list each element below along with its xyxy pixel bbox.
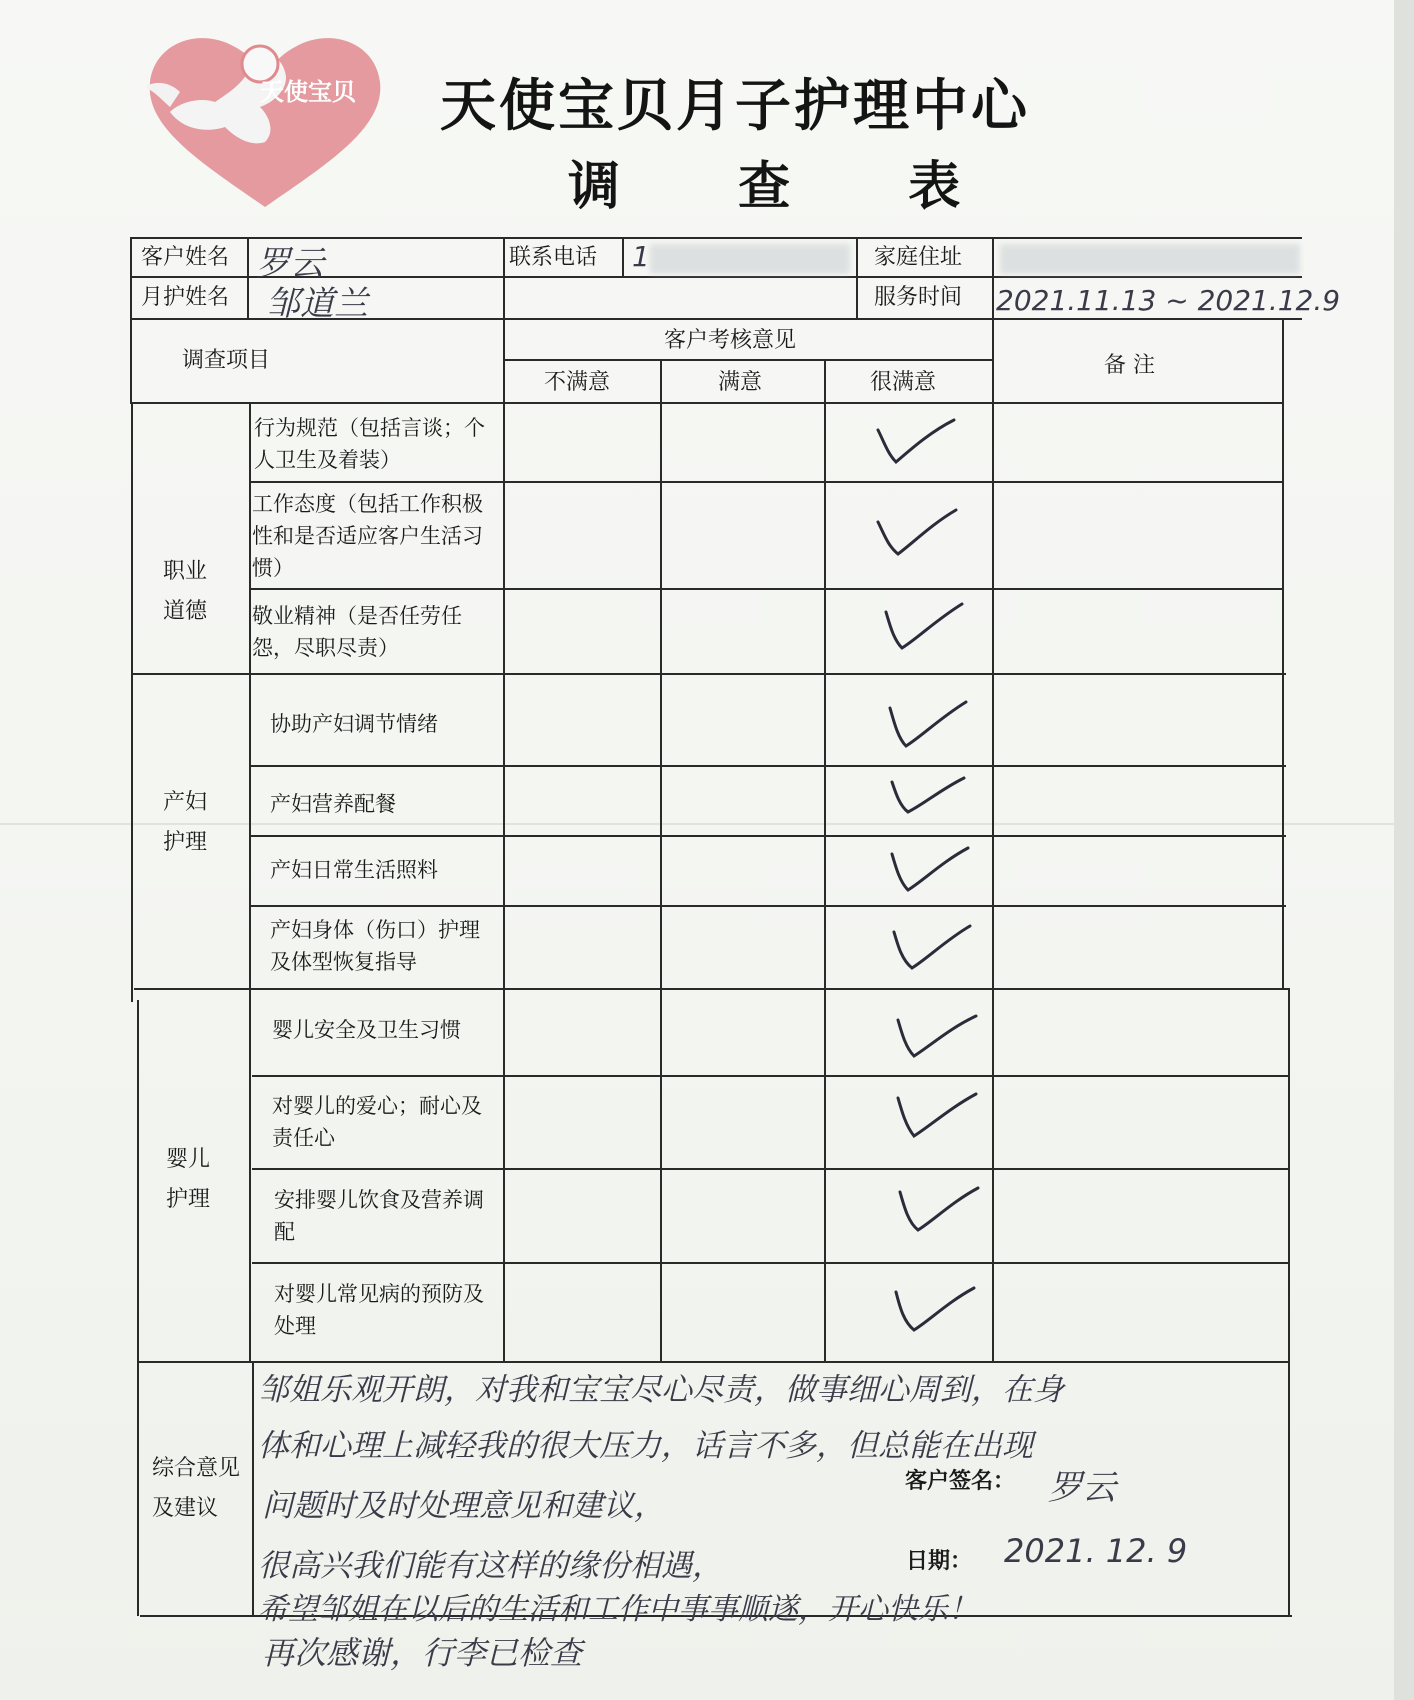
phone-label: 联系电话 xyxy=(509,245,598,270)
checkmark-icon xyxy=(894,1180,984,1240)
redacted-phone xyxy=(650,244,850,274)
comment-line-4: 很高兴我们能有这样的缘份相遇， xyxy=(258,1548,723,1584)
customer-name-label: 客户姓名 xyxy=(141,245,230,270)
table-border xyxy=(1288,988,1290,1616)
very-satisfied-header: 很满意 xyxy=(870,370,937,395)
signature-label: 客户签名： xyxy=(905,1469,1016,1494)
table-line xyxy=(250,835,1286,837)
checkmark-icon xyxy=(880,598,970,658)
table-border xyxy=(131,402,133,1002)
comment-line-2: 体和心理上减轻我的很大压力，话言不多，但总能在出现 xyxy=(258,1428,1033,1464)
logo-text: 天使宝贝 xyxy=(260,78,356,106)
address-label: 家庭住址 xyxy=(874,245,963,270)
summary-label-line2: 及建议 xyxy=(152,1496,219,1521)
item-daily-care: 产妇日常生活照料 xyxy=(270,858,438,882)
category-baby-line2: 护理 xyxy=(166,1187,211,1212)
satisfied-header: 满意 xyxy=(718,370,763,395)
table-line xyxy=(252,1361,254,1616)
category-ethics-line1: 职业 xyxy=(163,559,208,584)
table-border xyxy=(137,1000,139,1616)
nurse-name-value: 邹道兰 xyxy=(266,284,368,324)
date-label: 日期： xyxy=(906,1549,973,1574)
customer-name-value: 罗云 xyxy=(256,244,324,284)
bottom-note: 再次感谢，行李已检查 xyxy=(262,1634,583,1672)
comment-line-5: 希望邹姐在以后的生活和工作中事事顺遂，开心快乐！ xyxy=(258,1592,978,1627)
checkmark-icon xyxy=(892,1086,982,1146)
signature-value: 罗云 xyxy=(1048,1468,1116,1508)
customer-opinion-header: 客户考核意见 xyxy=(664,328,797,353)
phone-value: 1 xyxy=(632,240,650,273)
remarks-header: 备 注 xyxy=(1104,353,1155,378)
table-line xyxy=(992,237,994,318)
summary-label-line1: 综合意见 xyxy=(152,1456,241,1481)
table-line xyxy=(252,1075,1288,1077)
category-mother-line2: 护理 xyxy=(163,830,208,855)
item-baby-love: 对婴儿的爱心；耐心及责任心 xyxy=(272,1094,482,1150)
checkmark-icon xyxy=(888,918,978,978)
table-line xyxy=(247,237,249,318)
checkmark-icon xyxy=(886,842,976,902)
center-title: 天使宝贝月子护理中心 xyxy=(440,74,1030,139)
item-dedication: 敬业精神（是否任劳任怨，尽职尽责） xyxy=(252,604,462,660)
table-line xyxy=(252,1168,1290,1170)
table-line xyxy=(138,1361,1290,1363)
table-border xyxy=(130,237,132,403)
table-line xyxy=(503,237,505,318)
table-line xyxy=(130,402,1282,404)
date-value: 2021. 12. 9 xyxy=(1004,1532,1188,1570)
table-line xyxy=(250,481,1284,483)
service-time-value: 2021.11.13 ~ 2021.12.9 xyxy=(996,284,1341,317)
survey-item-header: 调查项目 xyxy=(182,348,271,373)
item-nutrition: 产妇营养配餐 xyxy=(270,792,396,816)
table-line xyxy=(856,237,858,318)
table-line xyxy=(824,359,826,1362)
nurse-name-label: 月护姓名 xyxy=(141,285,230,310)
table-line xyxy=(992,318,994,1362)
category-ethics-line2: 道德 xyxy=(163,599,208,624)
table-line xyxy=(660,359,662,1362)
table-line xyxy=(249,402,251,1362)
checkmark-icon xyxy=(884,772,974,832)
table-line xyxy=(250,588,1284,590)
table-line xyxy=(132,673,1286,675)
comment-line-1: 邹姐乐观开朗，对我和宝宝尽心尽责，做事细心周到，在身 xyxy=(258,1372,1064,1408)
item-recovery: 产妇身体（伤口）护理及体型恢复指导 xyxy=(270,918,480,974)
checkmark-icon xyxy=(892,1008,982,1068)
service-time-label: 服务时间 xyxy=(874,285,963,310)
checkmark-icon xyxy=(870,502,960,562)
table-line xyxy=(622,237,624,277)
redacted-address xyxy=(1000,244,1300,274)
comment-line-3: 问题时及时处理意见和建议， xyxy=(262,1488,665,1524)
checkmark-icon xyxy=(870,412,960,472)
unsatisfied-header: 不满意 xyxy=(544,370,611,395)
form-title: 调 查 表 xyxy=(568,157,1011,217)
checkmark-icon xyxy=(890,1280,980,1340)
table-line xyxy=(134,988,1288,990)
table-line xyxy=(503,318,505,1362)
table-line xyxy=(252,1262,1290,1264)
checkmark-icon xyxy=(884,696,974,756)
item-attitude: 工作态度（包括工作积极性和是否适应客户生活习惯） xyxy=(252,492,483,580)
table-line xyxy=(250,765,1286,767)
category-mother-line1: 产妇 xyxy=(163,790,208,815)
table-line xyxy=(250,905,1286,907)
item-baby-safety: 婴儿安全及卫生习惯 xyxy=(272,1018,461,1042)
category-baby-line1: 婴儿 xyxy=(166,1147,211,1172)
item-baby-diet: 安排婴儿饮食及营养调配 xyxy=(274,1188,484,1244)
item-behavior: 行为规范（包括言谈；个人卫生及着装） xyxy=(254,416,485,472)
table-border xyxy=(1282,318,1284,988)
item-mood: 协助产妇调节情绪 xyxy=(270,712,438,736)
table-line xyxy=(504,359,994,361)
item-baby-illness: 对婴儿常见病的预防及处理 xyxy=(274,1282,484,1338)
